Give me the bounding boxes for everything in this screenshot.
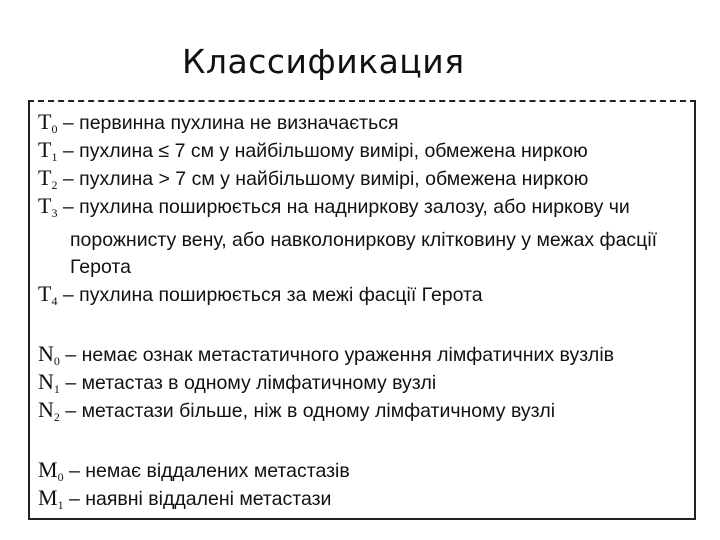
n2-entry (38, 396, 686, 431)
t3-code: $T_3$ (38, 193, 58, 220)
n1-text: – метастаз в одному лімфатичному вузлі (65, 372, 437, 394)
n2-code: $N_2$ (38, 397, 60, 424)
n0-code: $N_0$ (38, 341, 60, 368)
t1-text: – пухлина ≤ 7 см у найбільшому вимірі, обмежена ниркою (62, 140, 588, 162)
t1-code: $T_1$ (38, 137, 58, 164)
t0-code: $T_0$ (38, 109, 58, 136)
n0-text: – немає ознак метастатичного ураження лімфатичних вузлів (65, 344, 615, 366)
t3-text: – пухлина поширюється на надниркову залозу, або ниркову чи (62, 196, 630, 218)
t4-text: – пухлина поширюється за межі фасції Герота (62, 284, 483, 306)
t2-text: – пухлина > 7 см у найбільшому вимірі, обмежена ниркою (62, 168, 589, 190)
m1-code: $M_1$ (38, 485, 64, 512)
t4-code: $T_4$ (38, 281, 58, 308)
t3-text-continued-2: Герота (70, 256, 131, 278)
m1-entry (38, 484, 686, 519)
t4-entry (38, 280, 686, 315)
t0-text: – первинна пухлина не визначається (62, 112, 399, 134)
m0-text: – немає віддалених метастазів (68, 460, 350, 482)
n2-text: – метастази більше, ніж в одному лімфатичному вузлі (65, 400, 556, 422)
n1-code: $N_1$ (38, 369, 60, 396)
m0-code: $M_0$ (38, 457, 64, 484)
page-title: Классификация (182, 42, 465, 81)
classification-box (28, 100, 696, 520)
t2-code: $T_2$ (38, 165, 58, 192)
t3-text-continued: порожнисту вену, або навколониркову клітковину у межах фасції (70, 229, 658, 251)
m1-text: – наявні віддалені метастази (68, 488, 332, 510)
t3-entry (38, 192, 686, 281)
